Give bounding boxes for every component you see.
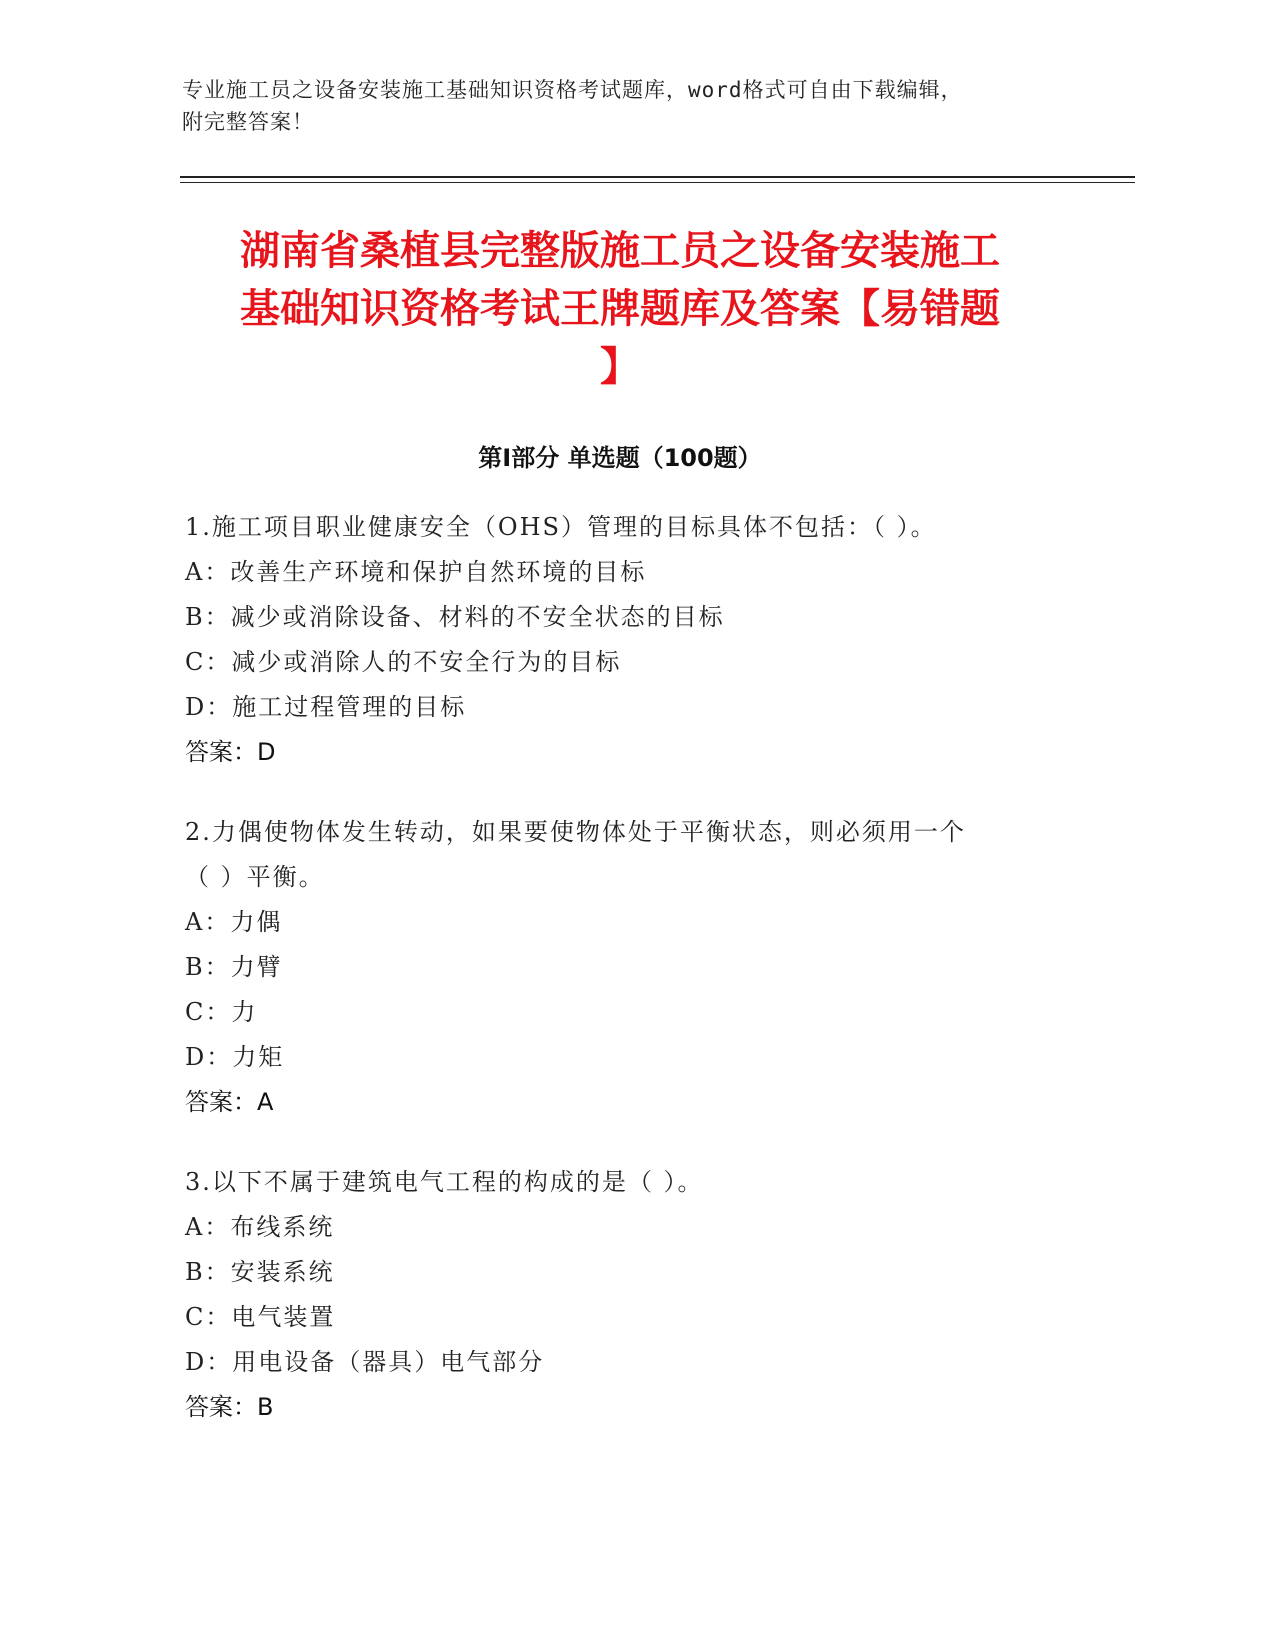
option-a: A：改善生产环境和保护自然环境的目标 xyxy=(185,558,647,586)
question-stem-line: 1.施工项目职业健康安全（OHS）管理的目标具体不包括：（ ）。 xyxy=(185,513,937,541)
section-title: 第Ⅰ部分 单选题（100题） xyxy=(478,444,762,472)
header-note-line: 附完整答案！ xyxy=(182,110,314,134)
title-line: 】 xyxy=(600,344,640,390)
document-title xyxy=(180,222,1060,396)
option-b: B：减少或消除设备、材料的不安全状态的目标 xyxy=(185,603,725,631)
header-note xyxy=(182,74,1082,138)
option-c: C：减少或消除人的不安全行为的目标 xyxy=(185,648,622,676)
question-item xyxy=(185,505,1085,775)
question-stem xyxy=(185,505,1085,550)
title-line: 湖南省桑植县完整版施工员之设备安装施工 xyxy=(240,228,1000,274)
question-item xyxy=(185,810,1085,1125)
question-item xyxy=(185,1160,1085,1430)
title-line: 基础知识资格考试王牌题库及答案【易错题 xyxy=(240,286,1000,332)
option-a: A：布线系统 xyxy=(185,1213,335,1241)
question-stem xyxy=(185,810,1085,900)
option-c: C：力 xyxy=(185,998,258,1026)
option-a: A：力偶 xyxy=(185,908,283,936)
answer: 答案：D xyxy=(185,738,276,766)
header-divider xyxy=(180,182,1135,183)
option-d: D：用电设备（器具）电气部分 xyxy=(185,1348,545,1376)
question-stem-line: 3.以下不属于建筑电气工程的构成的是（ ）。 xyxy=(185,1168,704,1196)
question-stem-line: 2.力偶使物体发生转动，如果要使物体处于平衡状态，则必须用一个 xyxy=(185,818,966,846)
question-stem xyxy=(185,1160,1085,1205)
option-d: D：力矩 xyxy=(185,1043,285,1071)
option-d: D：施工过程管理的目标 xyxy=(185,693,467,721)
option-c: C：电气装置 xyxy=(185,1303,336,1331)
answer: 答案：A xyxy=(185,1088,274,1116)
header-note-line: 专业施工员之设备安装施工基础知识资格考试题库，word格式可自由下载编辑， xyxy=(182,78,963,102)
option-b: B：力臂 xyxy=(185,953,283,981)
header-divider xyxy=(180,176,1135,178)
question-stem-line: （ ）平衡。 xyxy=(185,863,325,891)
answer: 答案：B xyxy=(185,1393,274,1421)
option-b: B：安装系统 xyxy=(185,1258,335,1286)
